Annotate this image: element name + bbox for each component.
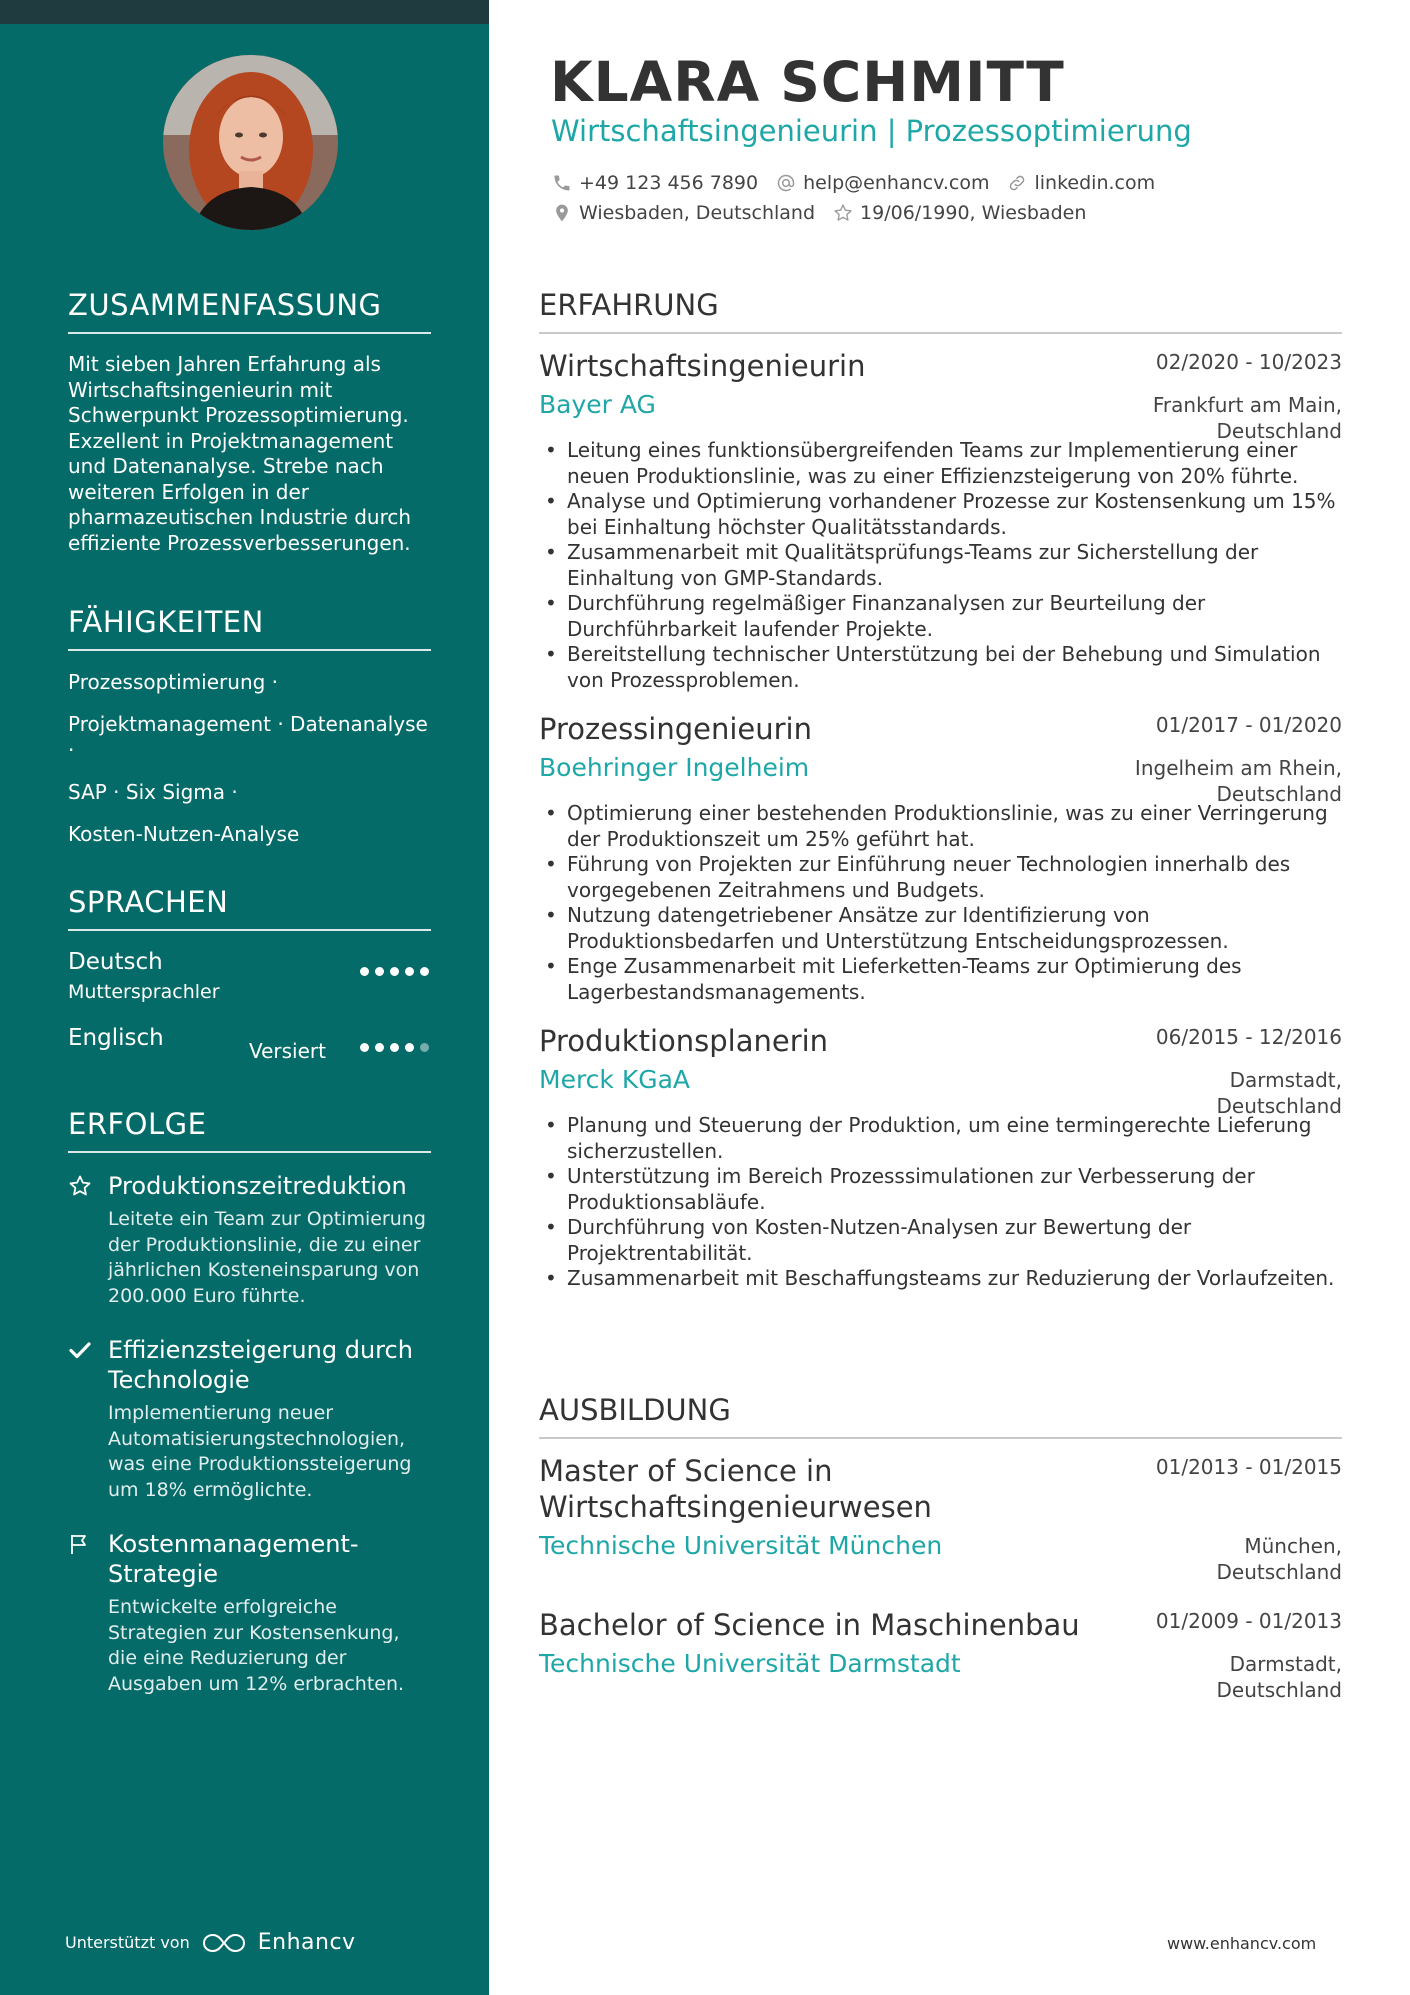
star-icon [68, 1174, 92, 1198]
job-location [1135, 755, 1342, 807]
education-location-line: Darmstadt, [1229, 1652, 1342, 1676]
degree-title: Master of Science in Wirtschaftsingenieurwesen [539, 1454, 932, 1524]
birth-text: 19/06/1990, Wiesbaden [860, 202, 1087, 224]
job-bullet: • Enge Zusammenarbeit mit Lieferketten-Teams zur Optimierung des Lagerbestandsmanagements. [539, 954, 1342, 1005]
school-name: Technische Universität München [539, 1531, 943, 1560]
job-bullet: • Bereitstellung technischer Unterstützung bei der Behebung und Simulation von Prozessproblemen. [539, 642, 1342, 693]
brand-name: Enhancv [257, 1930, 356, 1955]
contact-row [552, 168, 1155, 198]
rating-dot-filled [375, 967, 384, 976]
rating-dot-filled [390, 967, 399, 976]
powered-by [65, 1930, 356, 1955]
skill-line: Projektmanagement · Datenanalyse · [68, 712, 428, 762]
email-contact[interactable] [776, 172, 989, 194]
achievement-desc: Implementierung neuer Automatisierungstechnologien, was eine Produktionssteigerung um 18% ermöglichte. [108, 1402, 412, 1501]
achievement-desc: Leitete ein Team zur Optimierung der Produktionslinie, die zu einer jährlichen Kosteneinsparung von 200.000 Euro führte. [108, 1208, 426, 1307]
achievement-item [68, 1529, 431, 1697]
footer-url[interactable]: www.enhancv.com [1167, 1934, 1317, 1953]
job-bullets [539, 801, 1342, 1005]
contact-info [552, 168, 1155, 228]
education-entry [539, 1607, 1342, 1702]
languages-section [68, 885, 431, 1089]
job-bullet: • Leitung eines funktionsübergreifenden Teams zur Implementierung einer neuen Produktionslinie, was zu einer Effizienzsteigerung von 20% führte. [539, 438, 1342, 489]
rating-dot-filled [405, 967, 414, 976]
language-name: Englisch [68, 1025, 164, 1051]
education-location-line: Deutschland [1216, 1560, 1342, 1584]
website-contact[interactable] [1007, 172, 1155, 194]
candidate-title: Wirtschaftsingenieurin | Prozessoptimierung [551, 114, 1192, 148]
rating-dot-empty [420, 1043, 429, 1052]
phone-contact[interactable] [552, 172, 758, 194]
job-bullet: • Planung und Steuerung der Produktion, um eine termingerechte Lieferung sicherzustellen. [539, 1113, 1342, 1164]
website-text: linkedin.com [1034, 172, 1156, 194]
experience-heading: ERFAHRUNG [539, 288, 1342, 334]
achievement-title: Effizienzsteigerung durch Technologie [108, 1336, 413, 1394]
achievements-section [68, 1107, 431, 1723]
skill-line: SAP · Six Sigma · [68, 780, 238, 804]
job-date: 02/2020 - 10/2023 [1155, 350, 1342, 374]
powered-by-label: Unterstützt von [65, 1933, 190, 1952]
education-date: 01/2013 - 01/2015 [1155, 1455, 1342, 1479]
language-name: Deutsch [68, 949, 163, 975]
achievement-item [68, 1171, 431, 1309]
language-item [68, 1025, 431, 1089]
email-text: help@enhancv.com [803, 172, 990, 194]
job-role: Prozessingenieurin [539, 712, 812, 746]
enhancv-logo-icon [202, 1932, 246, 1954]
languages-heading: SPRACHEN [68, 885, 431, 931]
job-bullets [539, 1113, 1342, 1292]
candidate-name: KLARA SCHMITT [550, 50, 1065, 114]
job-location-line: Deutschland [1216, 782, 1342, 806]
job-date: 01/2017 - 01/2020 [1155, 713, 1342, 737]
sidebar [0, 0, 489, 1995]
job-location-line: Deutschland [1216, 1094, 1342, 1118]
job-bullet: • Unterstützung im Bereich Prozesssimulationen zur Verbesserung der Produktionsabläufe. [539, 1164, 1342, 1215]
job-company: Boehringer Ingelheim [539, 753, 810, 782]
job-location [1153, 392, 1342, 444]
location-text: Wiesbaden, Deutschland [579, 202, 816, 224]
phone-text: +49 123 456 7890 [579, 172, 759, 194]
skill-line: Prozessoptimierung · [68, 670, 279, 694]
language-level: Muttersprachler [68, 981, 220, 1003]
at-icon [776, 173, 796, 193]
job-date: 06/2015 - 12/2016 [1155, 1025, 1342, 1049]
education-location [1217, 1533, 1343, 1585]
language-item [68, 949, 431, 1013]
sidebar-top-bar [0, 0, 489, 24]
achievement-title: Produktionszeitreduktion [108, 1172, 407, 1200]
achievement-title: Kostenmanagement-Strategie [108, 1530, 359, 1588]
language-rating [360, 1043, 429, 1052]
education-location-line: München, [1244, 1534, 1342, 1558]
star-icon [833, 203, 853, 223]
education-date: 01/2009 - 01/2013 [1155, 1609, 1342, 1633]
job-bullet: • Führung von Projekten zur Einführung neuer Technologien innerhalb des vorgegebenen Zeitrahmens und Budgets. [539, 852, 1342, 903]
job-company: Bayer AG [539, 390, 656, 419]
achievements-heading: ERFOLGE [68, 1107, 431, 1153]
location-contact [552, 202, 815, 224]
education-location-line: Deutschland [1216, 1678, 1342, 1702]
rating-dot-filled [360, 1043, 369, 1052]
education-section [539, 1393, 1342, 1702]
birth-contact [833, 202, 1086, 224]
avatar [163, 55, 338, 230]
degree-title: Bachelor of Science in Maschinenbau [539, 1608, 1080, 1642]
job-bullet: • Durchführung von Kosten-Nutzen-Analysen zur Bewertung der Projektrentabilität. [539, 1215, 1342, 1266]
rating-dot-filled [390, 1043, 399, 1052]
job-role: Produktionsplanerin [539, 1024, 829, 1058]
job-location-line: Frankfurt am Main, [1152, 393, 1342, 417]
skill-line: Kosten-Nutzen-Analyse [68, 822, 300, 846]
school-name: Technische Universität Darmstadt [539, 1649, 961, 1678]
education-entry [539, 1453, 1342, 1584]
job-bullet: • Nutzung datengetriebener Ansätze zur Identifizierung von Produktionsbedarfen und Unterstützung Entscheidungsprozessen. [539, 903, 1342, 954]
rating-dot-filled [375, 1043, 384, 1052]
job-bullets [539, 438, 1342, 693]
job-role: Wirtschaftsingenieurin [539, 349, 866, 383]
job-company: Merck KGaA [539, 1065, 691, 1094]
link-icon [1007, 173, 1027, 193]
job-bullet: • Analyse und Optimierung vorhandener Prozesse zur Kostensenkung um 15% bei Einhaltung höchster Qualitätsstandards. [539, 489, 1342, 540]
job-bullet: • Durchführung regelmäßiger Finanzanalysen zur Beurteilung der Durchführbarkeit laufender Projekte. [539, 591, 1342, 642]
skills-heading: FÄHIGKEITEN [68, 605, 431, 651]
language-level: Versiert [248, 1039, 326, 1063]
job-location [1217, 1067, 1343, 1119]
flag-icon [68, 1532, 92, 1556]
job-location-line: Darmstadt, [1229, 1068, 1342, 1092]
job-location-line: Deutschland [1216, 419, 1342, 443]
summary-text: Mit sieben Jahren Erfahrung als Wirtschaftsingenieurin mit Schwerpunkt Prozessoptimierung. Exzellent in Projektmanagement und Datenanalyse. Strebe nach weiteren Erfolgen in der pharmazeutischen Industrie durch effiziente Prozessverbesserungen. [68, 352, 412, 555]
summary-section [68, 288, 431, 556]
check-icon [68, 1338, 92, 1362]
job-location-line: Ingelheim am Rhein, [1134, 756, 1342, 780]
rating-dot-filled [360, 967, 369, 976]
achievement-desc: Entwickelte erfolgreiche Strategien zur Kostensenkung, die eine Reduzierung der Ausgaben um 12% erbrachten. [108, 1596, 405, 1695]
phone-icon [552, 173, 572, 193]
experience-section [539, 288, 1342, 1310]
experience-entry [539, 711, 1342, 1005]
job-bullet: • Zusammenarbeit mit Beschaffungsteams zur Reduzierung der Vorlaufzeiten. [539, 1266, 1342, 1292]
avatar-photo [163, 55, 338, 230]
rating-dot-filled [405, 1043, 414, 1052]
job-bullet: • Zusammenarbeit mit Qualitätsprüfungs-Teams zur Sicherstellung der Einhaltung von GMP-Standards. [539, 540, 1342, 591]
experience-entry [539, 1023, 1342, 1292]
experience-entry [539, 348, 1342, 693]
education-heading: AUSBILDUNG [539, 1393, 1342, 1439]
skills-section [68, 605, 431, 863]
summary-heading: ZUSAMMENFASSUNG [68, 288, 431, 334]
rating-dot-filled [420, 967, 429, 976]
education-location [1217, 1651, 1343, 1703]
achievement-item [68, 1335, 431, 1503]
job-bullet: • Optimierung einer bestehenden Produktionslinie, was zu einer Verringerung der Produktionszeit um 25% geführt hat. [539, 801, 1342, 852]
contact-row [552, 198, 1155, 228]
location-pin-icon [552, 203, 572, 223]
language-rating [360, 967, 429, 976]
